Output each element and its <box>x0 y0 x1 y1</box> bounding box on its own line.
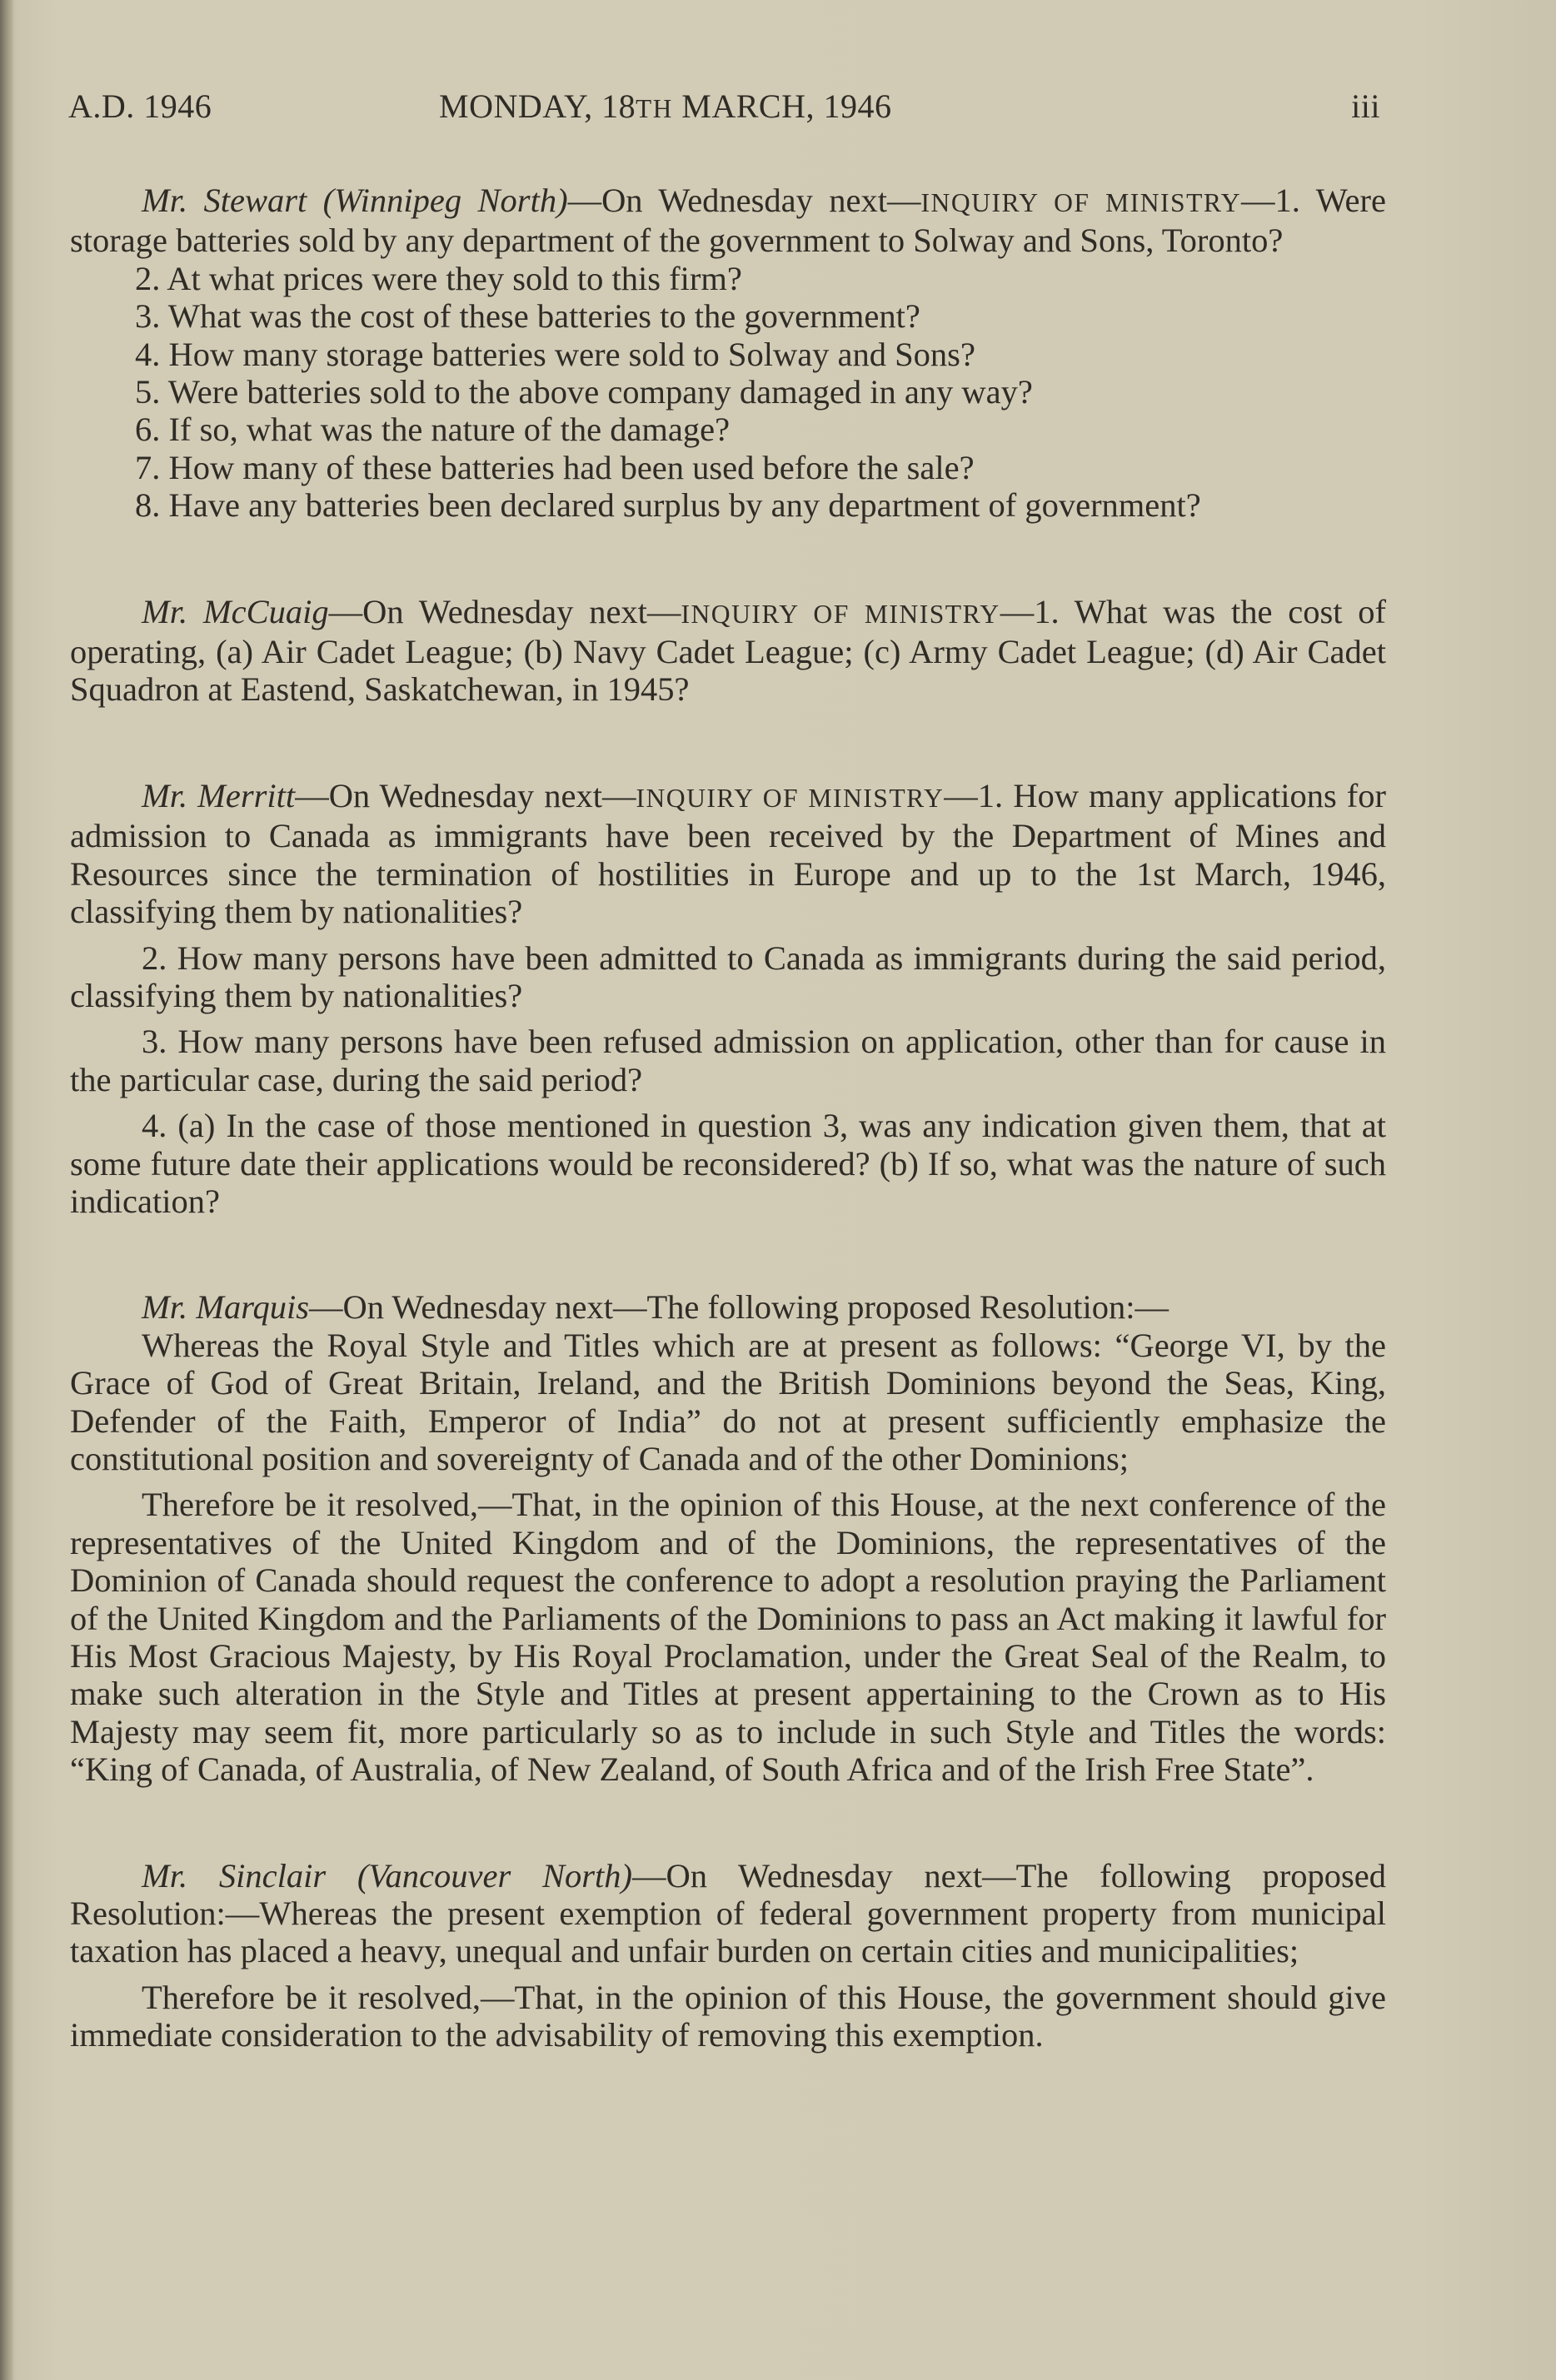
resolution-paragraph: Therefore be it resolved,—That, in the opinion of this House, the government should give immediate consideration to the advisability of removing this exemption. <box>70 1978 1386 2054</box>
notice-entry <box>70 777 1386 1220</box>
member-name: Mr. Merritt <box>142 776 296 814</box>
header-date-ordinal: TH <box>636 94 673 123</box>
question-text: —1. How many applications for admission to Canada as immigrants have been received by the Department of Mines and Resources since the termination of hostilities in Europe and up to the 1st March, 1946, classifying them by nationalities? <box>70 776 1387 931</box>
question-item: 3. How many persons have been refused admission on application, other than for cause in the particular case, during the said period? <box>70 1023 1386 1098</box>
question-item: 7. How many of these batteries had been used before the sale? <box>135 448 975 486</box>
member-name: Mr. Sinclair (Vancouver North) <box>142 1856 632 1895</box>
question-text: —1. Were storage batteries sold by any department of the government to Solway and Sons, Toronto? <box>70 182 1386 260</box>
notice-intro: —On Wednesday next—The following proposed Resolution:— <box>309 1288 1169 1327</box>
notice-intro: —On Wednesday next—The following proposed Resolution:—Whereas the present exemption of federal government property from municipal taxation has placed a heavy, unequal and unfair burden on certain cities and municipalities; <box>70 1856 1386 1970</box>
question-item: 3. What was the cost of these batteries to the government? <box>135 297 920 336</box>
resolution-paragraph: Therefore be it resolved,—That, in the opinion of this House, at the next conference of the representatives of the United Kingdom and of the Dominions, the representatives of the Dominion of Canada should request the conference to adopt a resolution praying the Parliament of the United Kingdom and the Parliaments of the Dominions to pass an Act making it lawful for His Most Gracious Majesty, by His Royal Proclamation, under the Great Seal of the Realm, to make such alteration in the Style and Titles at present appertaining to the Crown as to His Majesty may seem fit, more particularly so as to include in such Style and Titles the words: “King of Canada, of Australia, of New Zealand, of South Africa and of the Irish Free State”. <box>70 1486 1386 1789</box>
question-item: 4. (a) In the case of those mentioned in question 3, was any indication given them, that at some future date their applications would be reconsidered? (b) If so, what was the nature of such indication? <box>70 1107 1386 1220</box>
header-date-part-a: MONDAY, 18 <box>439 87 636 125</box>
question-item: 6. If so, what was the nature of the damage? <box>135 411 731 449</box>
notice-entry <box>70 593 1386 709</box>
page-number: iii <box>1351 87 1380 125</box>
header-date-part-b: MARCH, 1946 <box>672 87 892 125</box>
question-text: —1. What was the cost of operating, (a) Air Cadet League; (b) Navy Cadet League; (c) Army Cadet League; (d) Air Cadet Squadron at Eastend, Saskatchewan, in 1945? <box>70 592 1386 709</box>
notices-body <box>70 182 1386 2054</box>
notice-opening <box>70 777 1386 931</box>
notice-opening <box>70 593 1386 709</box>
resolution-paragraph: Whereas the Royal Style and Titles which are at present as follows: “George VI, by the Grace of God of Great Britain, Ireland, and the British Dominions beyond the Seas, King, Defender of the Faith, Emperor of India” do not at present sufficiently emphasize the constitutional position and sovereignty of Canada and of the other Dominions; <box>70 1326 1386 1477</box>
header-date <box>439 87 891 126</box>
notice-intro: —On Wednesday next— <box>567 182 921 219</box>
notice-intro: —On Wednesday next— <box>328 592 681 630</box>
notice-kind: INQUIRY OF MINISTRY <box>681 599 1000 629</box>
question-item: 2. At what prices were they sold to this firm? <box>135 259 742 297</box>
header-year: A.D. 1946 <box>68 87 212 125</box>
notice-opening <box>70 1857 1386 1970</box>
page-header <box>68 87 1380 137</box>
notice-opening <box>70 182 1386 260</box>
member-name: Mr. Marquis <box>142 1288 310 1327</box>
notice-kind: INQUIRY OF MINISTRY <box>920 188 1242 217</box>
notice-intro: —On Wednesday next— <box>295 776 636 814</box>
question-item: 5. Were batteries sold to the above company damaged in any way? <box>135 373 1033 411</box>
page-binding-edge <box>0 0 13 2380</box>
notice-entry <box>70 182 1386 525</box>
question-item: 8. Have any batteries been declared surplus by any department of government? <box>135 486 1201 525</box>
member-name: Mr. Stewart (Winnipeg North) <box>142 182 568 219</box>
question-item: 4. How many storage batteries were sold to Solway and Sons? <box>135 335 975 373</box>
notice-opening <box>70 1288 1386 1326</box>
notice-entry <box>70 1857 1386 2054</box>
notice-entry <box>70 1288 1386 1788</box>
member-name: Mr. McCuaig <box>142 592 329 630</box>
question-item: 2. How many persons have been admitted to Canada as immigrants during the said period, classifying them by nationalities? <box>70 939 1386 1014</box>
notice-kind: INQUIRY OF MINISTRY <box>636 783 945 813</box>
